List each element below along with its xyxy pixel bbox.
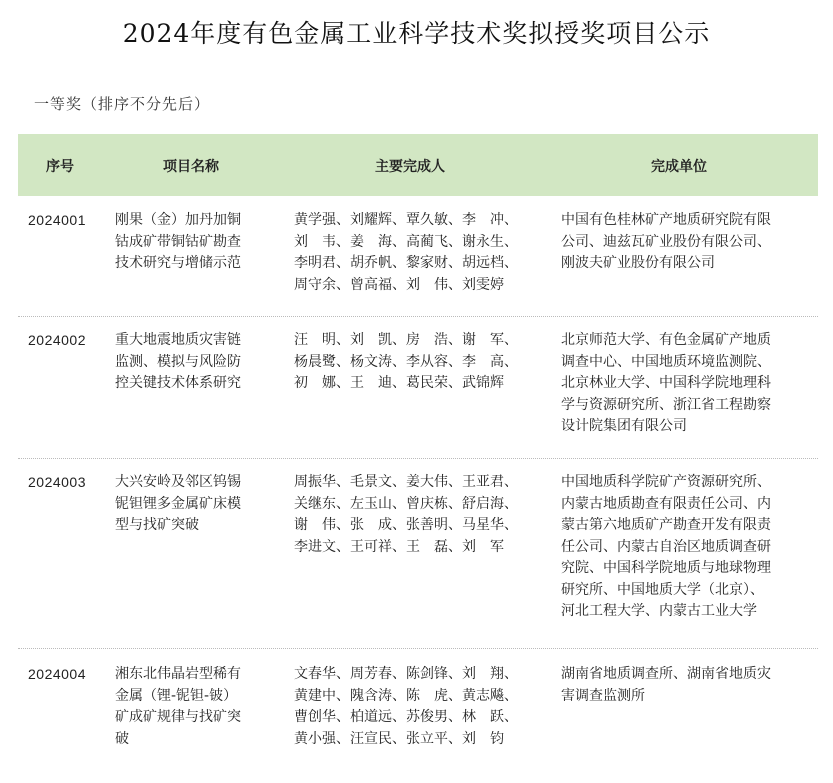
row-unit [561, 210, 816, 275]
persons-line: 周振华、毛景文、姜大伟、王亚君、 [294, 474, 518, 490]
award-level-subtitle: 一等奖（排序不分先后） [34, 95, 211, 113]
persons-line: 黄学强、刘耀辉、覃久敏、李 冲、 [294, 212, 518, 228]
persons-line: 关继东、左玉山、曾庆栋、舒启海、 [294, 495, 518, 512]
unit-line: 北京师范大学、有色金属矿产地质 [561, 332, 771, 348]
persons-line: 汪 明、刘 凯、房 浩、谢 军、 [294, 332, 518, 348]
unit-line: 任公司、内蒙古自治区地质调查研 [561, 538, 771, 555]
unit-line: 北京林业大学、中国科学院地理科 [561, 375, 771, 391]
name-line: 大兴安岭及邻区钨锡 [115, 474, 241, 490]
unit-line: 内蒙古地质勘查有限责任公司、内 [561, 495, 771, 512]
row-persons [294, 210, 556, 296]
name-line: 型与找矿突破 [115, 517, 199, 533]
row-unit [561, 330, 816, 438]
persons-line: 黄建中、隗含涛、陈 虎、黄志飚、 [294, 687, 518, 704]
unit-line: 学与资源研究所、浙江省工程勘察 [561, 396, 771, 413]
header-project-name: 项目名称 [163, 159, 219, 175]
row-seq: 2024004 [28, 666, 87, 682]
unit-line: 中国地质科学院矿产资源研究所、 [561, 474, 771, 490]
persons-line: 初 娜、王 迪、葛民荣、武锦辉 [294, 375, 504, 391]
row-unit [561, 664, 816, 707]
row-persons [294, 664, 556, 750]
row-project-name [115, 330, 280, 395]
persons-line: 周守余、曾高福、刘 伟、刘雯婷 [294, 276, 504, 293]
name-line: 钴成矿带铜钴矿勘查 [115, 233, 241, 250]
header-seq: 序号 [46, 159, 74, 175]
persons-line: 曹创华、柏道远、苏俊男、林 跃、 [294, 709, 518, 725]
table-header [18, 134, 818, 196]
unit-line: 蒙古第六地质矿产勘查开发有限责 [561, 517, 771, 533]
name-line: 湘东北伟晶岩型稀有 [115, 666, 241, 682]
name-line: 技术研究与增储示范 [115, 255, 241, 271]
unit-line: 害调查监测所 [561, 687, 645, 704]
unit-line: 究院、中国科学院地质与地球物理 [561, 560, 771, 576]
unit-line: 刚波夫矿业股份有限公司 [561, 255, 715, 271]
row-project-name [115, 210, 280, 275]
row-divider [18, 458, 818, 459]
page-title: 2024年度有色金属工业科学技术奖拟授奖项目公示 [122, 19, 711, 48]
persons-line: 文春华、周芳春、陈剑锋、刘 翔、 [294, 666, 518, 682]
name-line: 铌钽锂多金属矿床模 [115, 495, 241, 512]
persons-line: 谢 伟、张 成、张善明、马星华、 [294, 517, 518, 533]
row-divider [18, 648, 818, 649]
row-persons [294, 472, 556, 558]
row-project-name [115, 472, 280, 537]
name-line: 金属（锂-铌钽-铍） [115, 687, 238, 704]
header-main-persons: 主要完成人 [375, 159, 445, 175]
unit-line: 河北工程大学、内蒙古工业大学 [561, 603, 757, 619]
unit-line: 中国有色桂林矿产地质研究院有限 [561, 212, 771, 228]
name-line: 刚果（金）加丹加铜 [115, 212, 241, 228]
name-line: 控关键技术体系研究 [115, 375, 241, 391]
row-seq: 2024003 [28, 474, 87, 490]
name-line: 监测、模拟与风险防 [115, 353, 241, 370]
unit-line: 湖南省地质调查所、湖南省地质灾 [561, 666, 771, 682]
unit-line: 研究所、中国地质大学（北京）、 [561, 581, 764, 598]
name-line: 重大地震地质灾害链 [115, 332, 241, 348]
row-divider [18, 316, 818, 317]
row-seq: 2024001 [28, 212, 87, 228]
row-project-name [115, 664, 280, 750]
persons-line: 杨晨鹭、杨文涛、李从容、李 高、 [294, 353, 518, 370]
persons-line: 李明君、胡乔帆、黎家财、胡远档、 [294, 255, 518, 271]
row-persons [294, 330, 556, 395]
persons-line: 刘 韦、姜 海、高蔺飞、谢永生、 [294, 233, 518, 250]
name-line: 破 [115, 730, 129, 747]
unit-line: 调查中心、中国地质环境监测院、 [561, 353, 771, 370]
row-seq: 2024002 [28, 332, 87, 348]
header-unit: 完成单位 [651, 159, 707, 175]
name-line: 矿成矿规律与找矿突 [115, 709, 241, 725]
persons-line: 黄小强、汪宣民、张立平、刘 钧 [294, 730, 504, 747]
unit-line: 设计院集团有限公司 [561, 418, 687, 434]
unit-line: 公司、迪兹瓦矿业股份有限公司、 [561, 233, 771, 250]
persons-line: 李进文、王可祥、王 磊、刘 军 [294, 538, 504, 555]
row-unit [561, 472, 816, 623]
